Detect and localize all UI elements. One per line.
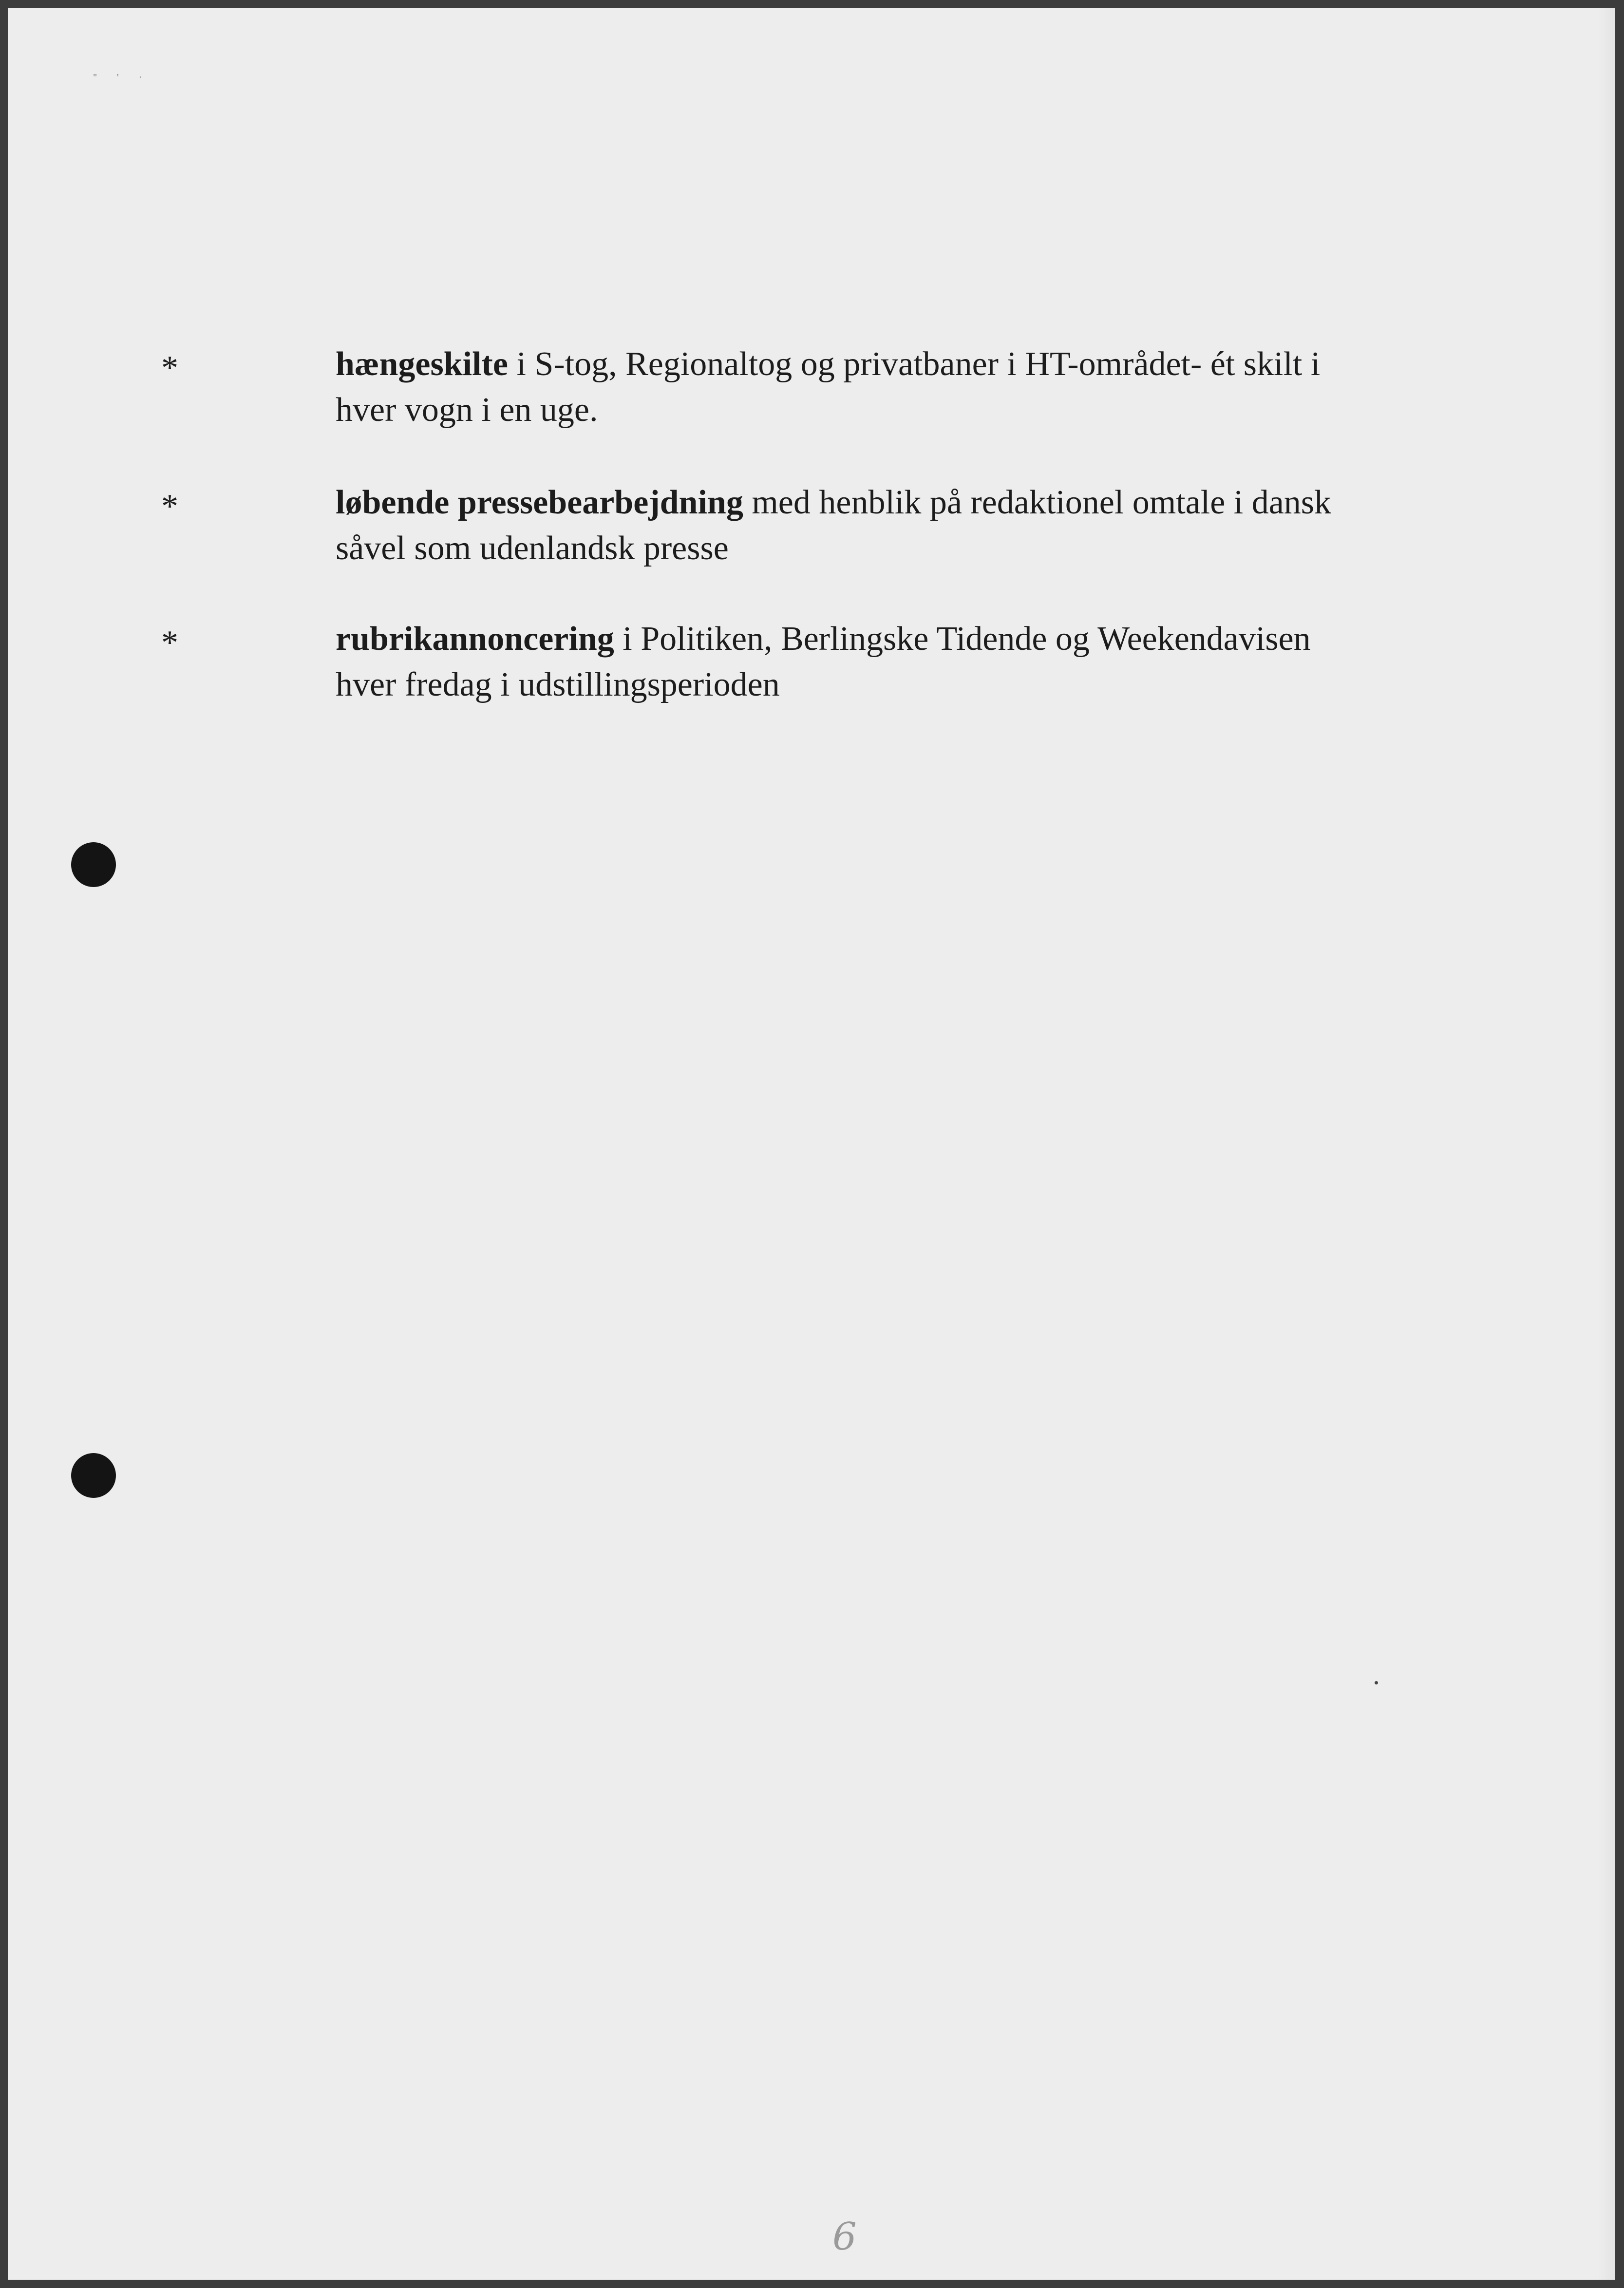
list-item-body: i Politiken, Berlingske Tidende og Weekendavisen	[614, 620, 1311, 658]
punch-hole-bottom	[71, 1453, 116, 1498]
bullet-asterisk: *	[161, 349, 178, 387]
paper-sheet	[8, 8, 1615, 2280]
bullet-asterisk: *	[161, 488, 178, 525]
list-item-text	[336, 616, 1466, 708]
list-item-text	[336, 480, 1466, 571]
list-item-text	[336, 341, 1466, 433]
list-item-line: hver vogn i en uge.	[336, 391, 598, 429]
paper-speck	[1375, 1681, 1378, 1684]
list-item-line: såvel som udenlandsk presse	[336, 529, 729, 567]
list-item-keyword: rubrikannoncering	[336, 620, 614, 658]
bullet-asterisk: *	[161, 624, 178, 662]
list-item-line: hver fredag i udstillingsperioden	[336, 666, 780, 703]
list-item-line	[336, 341, 1466, 387]
page-number: 6	[832, 2215, 857, 2259]
list-item-body: i S-tog, Regionaltog og privatbaner i HT-området- ét skilt i	[508, 345, 1321, 383]
list-item-line	[336, 616, 1466, 662]
punch-hole-top	[71, 842, 116, 887]
list-item-keyword: løbende pressebearbejdning	[336, 484, 743, 521]
list-item-line	[336, 480, 1466, 526]
list-item-body: med henblik på redaktionel omtale i dansk	[743, 484, 1332, 521]
corner-marks: " ' ·	[93, 72, 151, 83]
list-item-keyword: hængeskilte	[336, 345, 508, 383]
